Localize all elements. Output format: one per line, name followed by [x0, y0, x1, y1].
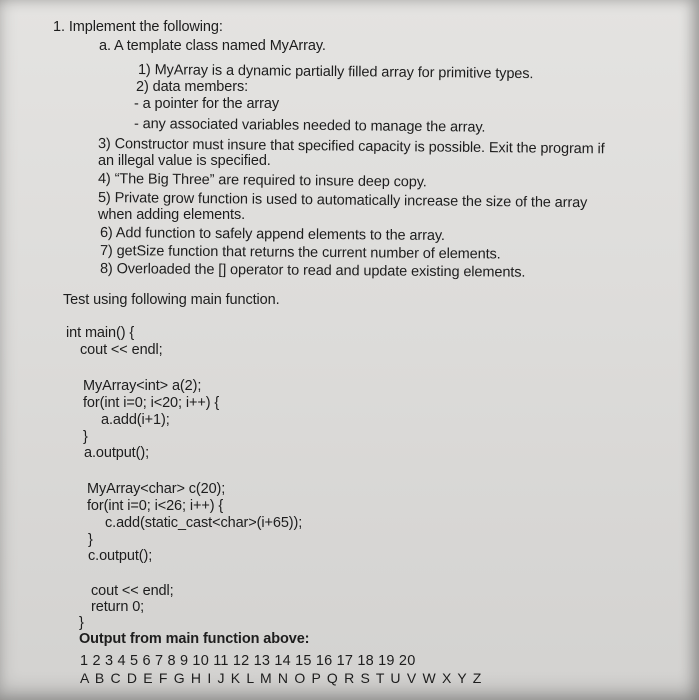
code-line-cout-1: cout << endl;	[80, 342, 163, 358]
requirement-1: 1) MyArray is a dynamic partially filled array for primitive types.	[137, 62, 534, 83]
code-line-output-a: a.output();	[84, 445, 149, 461]
output-line-letters: A B C D E F G H I J K L M N O P Q R S T U V W X Y Z	[80, 670, 483, 686]
code-line-add-1: a.add(i+1);	[101, 412, 170, 428]
requirement-3: 3) Constructor must insure that specified capacity is possible. Exit the program if	[97, 136, 605, 158]
code-line-return: return 0;	[91, 599, 145, 615]
code-line-brace-2: }	[88, 532, 93, 548]
requirement-5-cont: when adding elements.	[98, 207, 246, 223]
requirement-7: 7) getSize function that returns the current number of elements.	[99, 243, 501, 263]
requirement-3-cont: an illegal value is specified.	[98, 153, 271, 169]
output-line-numbers: 1 2 3 4 5 6 7 8 9 10 11 12 13 14 15 16 17 18 19 20	[80, 653, 416, 669]
test-intro: Test using following main function.	[63, 292, 280, 308]
requirement-8: 8) Overloaded the [] operator to read and update existing elements.	[99, 261, 526, 281]
code-line-cout-2: cout << endl;	[91, 583, 174, 599]
requirement-2-variables: - any associated variables needed to manage the array.	[133, 116, 486, 136]
item-a: a. A template class named MyArray.	[99, 38, 326, 54]
requirement-6: 6) Add function to safely append elements to the array.	[99, 225, 445, 245]
code-line-add-2: c.add(static_cast<char>(i+65));	[105, 515, 303, 531]
code-line-for-2: for(int i=0; i<26; i++) {	[87, 498, 224, 514]
code-line-brace-1: }	[83, 429, 88, 445]
code-line-myarray-int: MyArray<int> a(2);	[83, 378, 202, 394]
code-line-myarray-char: MyArray<char> c(20);	[87, 481, 226, 497]
requirement-2: 2) data members:	[136, 79, 249, 95]
requirement-2-pointer: - a pointer for the array	[134, 96, 279, 112]
code-line-for-1: for(int i=0; i<20; i++) {	[83, 395, 220, 411]
task-heading: 1. Implement the following:	[53, 19, 223, 35]
code-line-main: int main() {	[66, 325, 135, 341]
requirement-5: 5) Private grow function is used to automatically increase the size of the array	[97, 190, 588, 212]
output-heading: Output from main function above:	[79, 631, 310, 647]
code-line-output-c: c.output();	[88, 548, 153, 564]
code-line-brace-close: }	[79, 615, 84, 631]
requirement-4: 4) “The Big Three” are required to insure deep copy.	[97, 171, 427, 191]
